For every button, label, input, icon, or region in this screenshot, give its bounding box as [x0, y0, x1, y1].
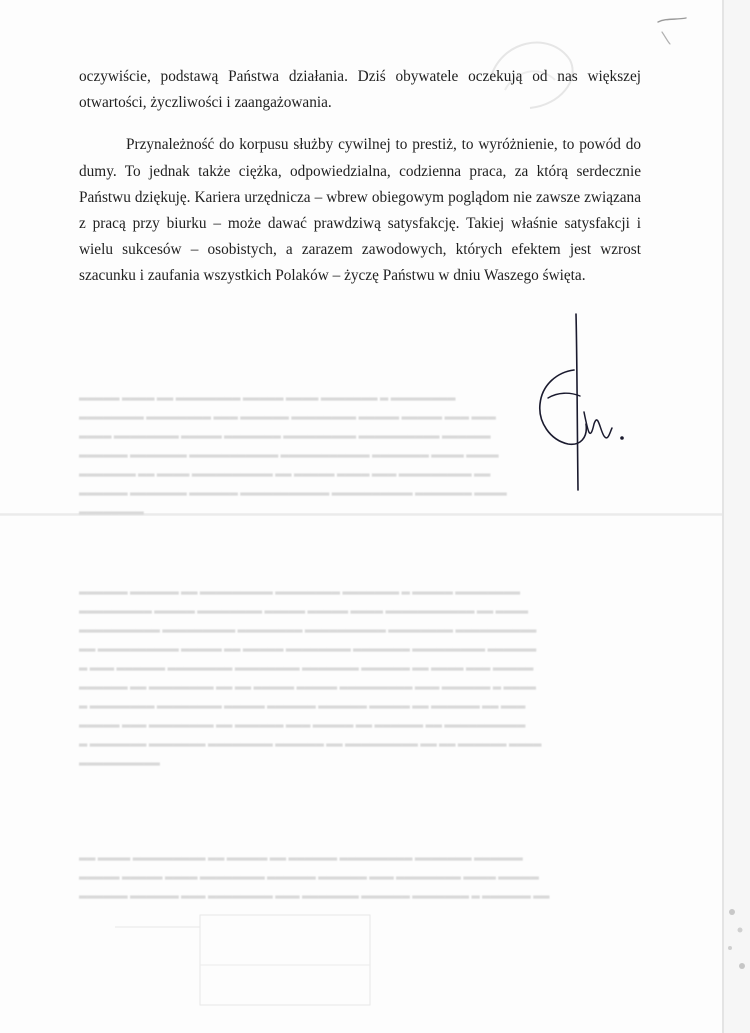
- paragraph: Przynależność do korpusu służby cywilnej to prestiż, to wyróżnienie, to powód do dumy. To jednak także ciężka, odpowiedzialna, codzienna praca, za którą serdecznie Państwu dziękuję. Kariera urzędnicza – wbrew obiegowym poglądom nie zawsze związana z pracą przy biurku – może dawać prawdziwą satysfakcję. Takiej właśnie satysfakcji i wielu sukcesów – osobistych, a zarazem zawodowych, których efektem jest wzrost szacunku i zaufania wszystkich Polaków – życzę Państwu w dniu Waszego święta.: [79, 136, 641, 285]
- bleed-through-text-lower: ▂▂▂▂▂▂ ▂▂▂▂▂▂ ▂▂ ▂▂▂▂▂▂▂▂▂ ▂▂▂▂▂▂▂▂ ▂▂▂▂▂▂▂ ▂ ▂▂▂▂▂ ▂▂▂▂▂▂▂▂ ▂▂▂▂▂▂▂▂▂ ▂▂▂▂▂ ▂▂▂▂▂▂▂▂ ▂▂▂▂▂ ▂▂▂▂▂ ▂▂▂▂ ▂▂▂▂▂▂▂▂▂▂▂ ▂▂ ▂▂▂▂ ▂▂▂▂▂▂▂▂▂▂ ▂▂▂▂▂▂▂▂▂ ▂▂▂▂▂▂▂▂ ▂▂▂▂▂▂▂▂▂▂ ▂▂▂▂▂▂▂▂ ▂▂▂▂▂▂▂▂▂▂ ▂▂ ▂▂▂▂▂▂▂▂▂▂ ▂▂▂▂▂ ▂▂ ▂▂▂▂▂ ▂▂▂▂▂▂▂▂ ▂▂▂▂▂▂▂ ▂▂▂▂▂▂▂▂▂ ▂▂▂▂▂▂ ▂ ▂▂▂ ▂▂▂▂▂▂ ▂▂▂▂▂▂▂▂ ▂▂▂▂▂▂▂▂ ▂▂▂▂▂▂▂ ▂▂▂▂▂▂ ▂▂ ▂▂▂▂ ▂▂▂ ▂▂▂▂▂ ▂▂▂▂▂▂ ▂▂ ▂▂▂▂▂▂▂▂ ▂▂ ▂▂ ▂▂▂▂▂ ▂▂▂▂▂ ▂▂▂▂▂▂▂▂▂ ▂▂▂ ▂▂▂▂▂▂ ▂ ▂▂▂▂ ▂ ▂▂▂▂▂▂▂▂ ▂▂▂▂▂▂▂▂ ▂▂▂▂▂ ▂▂▂▂▂▂ ▂▂▂▂▂▂ ▂▂▂▂▂ ▂▂ ▂▂▂▂▂▂ ▂▂ ▂▂▂ ▂▂▂▂▂ ▂▂▂ ▂▂▂▂▂▂▂▂ ▂▂ ▂▂▂▂▂▂ ▂▂▂ ▂▂▂▂▂ ▂▂ ▂▂▂▂▂▂ ▂▂ ▂▂▂▂▂▂▂▂▂▂ ▂ ▂▂▂▂▂▂▂ ▂▂▂▂▂▂▂ ▂▂▂▂▂▂▂▂ ▂▂▂▂▂▂ ▂▂ ▂▂▂▂▂▂▂▂▂ ▂▂ ▂▂ ▂▂▂▂▂▂ ▂▂▂▂ ▂▂▂▂▂▂▂▂▂▂: [79, 584, 542, 766]
- bleed-through-text-upper: ▂▂▂▂▂ ▂▂▂▂ ▂▂ ▂▂▂▂▂▂▂▂ ▂▂▂▂▂ ▂▂▂▂ ▂▂▂▂▂▂▂ ▂ ▂▂▂▂▂▂▂▂ ▂▂▂▂▂▂▂▂ ▂▂▂▂▂▂▂▂ ▂▂▂ ▂▂▂▂▂▂ ▂▂▂▂▂▂▂▂ ▂▂▂▂▂ ▂▂▂▂▂ ▂▂▂ ▂▂▂ ▂▂▂▂ ▂▂▂▂▂▂▂▂ ▂▂▂▂▂ ▂▂▂▂▂▂▂ ▂▂▂▂▂▂▂▂▂ ▂▂▂▂▂▂▂▂▂▂ ▂▂▂▂▂▂ ▂▂▂▂▂▂ ▂▂▂▂▂▂▂ ▂▂▂▂▂▂▂▂▂▂▂ ▂▂▂▂▂▂▂▂▂▂▂ ▂▂▂▂▂▂▂ ▂▂▂▂ ▂▂▂▂ ▂▂▂▂▂▂▂ ▂▂ ▂▂▂▂ ▂▂▂▂▂▂▂▂▂▂ ▂▂ ▂▂▂▂▂ ▂▂▂▂ ▂▂▂ ▂▂▂▂▂▂▂▂▂ ▂▂ ▂▂▂▂▂▂ ▂▂▂▂▂▂▂ ▂▂▂▂▂▂ ▂▂▂▂▂▂▂▂▂▂▂ ▂▂▂▂▂▂▂▂▂▂ ▂▂▂▂▂▂▂ ▂▂▂▂ ▂▂▂▂▂▂▂▂: [79, 390, 507, 515]
- corner-mark: [652, 8, 702, 48]
- stamp-bleed-through: [105, 905, 405, 1015]
- paper-fold-line: [0, 513, 722, 516]
- handwritten-signature: [528, 312, 638, 494]
- letter-body: [79, 64, 641, 290]
- margin-smudge: [722, 900, 750, 990]
- paragraph: oczywiście, podstawą Państwa działania. Dziś obywatele oczekują od nas większej otwartości, życzliwości i zaangażowania.: [79, 68, 641, 112]
- bleed-through-text-bottom: ▂▂ ▂▂▂▂ ▂▂▂▂▂▂▂▂▂ ▂▂ ▂▂▂▂▂ ▂▂ ▂▂▂▂▂▂ ▂▂▂▂▂▂▂▂▂ ▂▂▂▂▂▂▂ ▂▂▂▂▂▂ ▂▂▂▂▂ ▂▂▂▂▂ ▂▂▂▂ ▂▂▂▂▂▂▂▂ ▂▂▂▂▂▂ ▂▂▂▂▂▂ ▂▂▂ ▂▂▂▂▂▂▂▂ ▂▂▂▂ ▂▂▂▂▂ ▂▂▂▂▂▂ ▂▂▂▂▂▂ ▂▂▂ ▂▂▂▂▂▂▂▂ ▂▂▂ ▂▂▂▂▂▂▂ ▂▂▂▂▂▂ ▂▂▂▂▂▂▂ ▂ ▂▂▂▂▂▂ ▂▂: [79, 850, 550, 899]
- scan-margin: [724, 0, 750, 1033]
